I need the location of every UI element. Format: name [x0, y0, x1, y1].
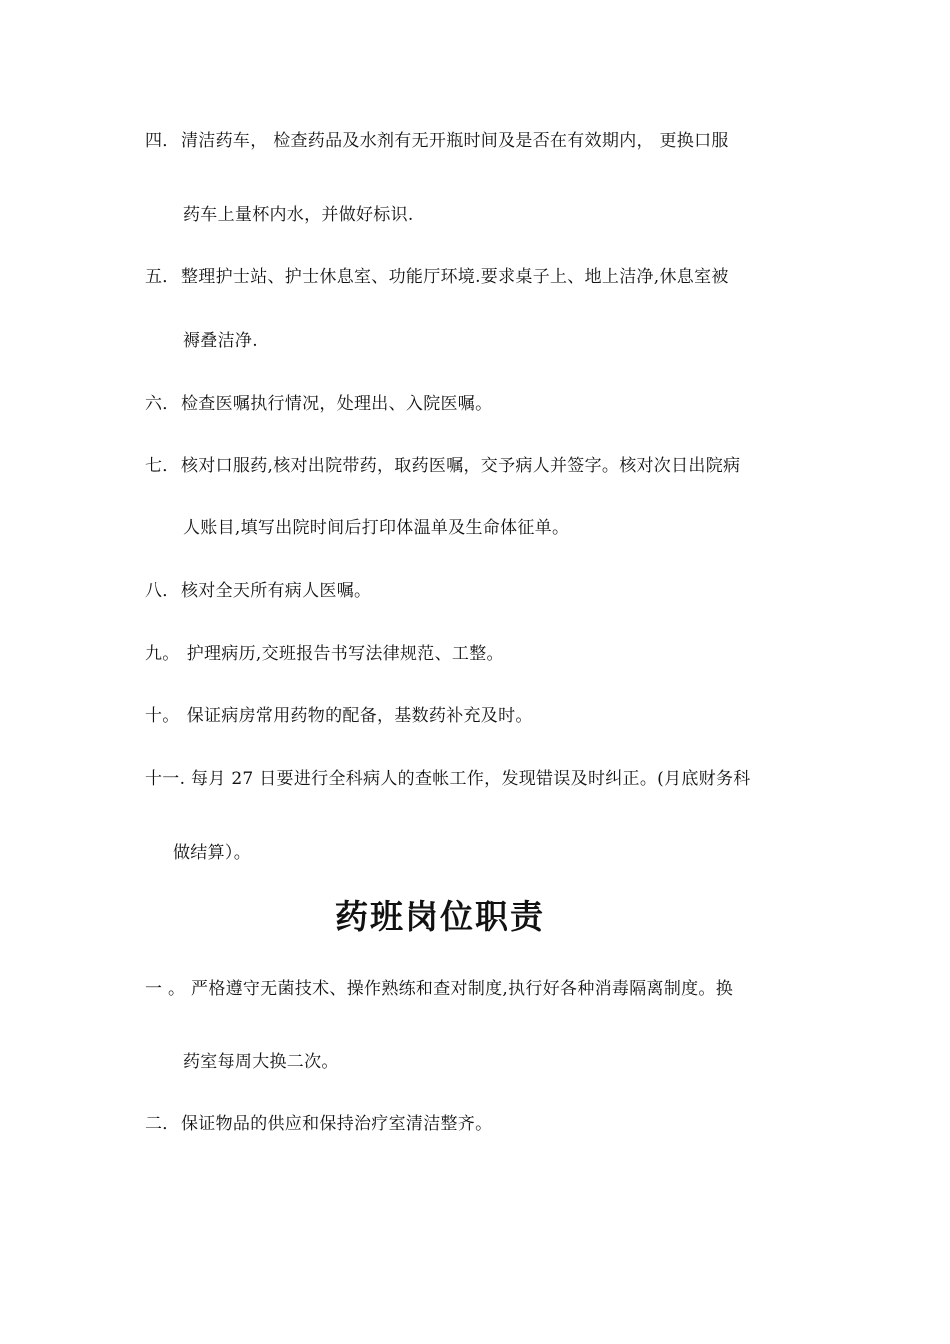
item-4-text: 清洁药车， 检查药品及水剂有无开瓶时间及是否在有效期内， 更换口服: [181, 131, 729, 151]
item-6-text: 检查医嘱执行情况，处理出、入院医嘱。: [181, 394, 493, 414]
item-10-number: 十。: [145, 706, 180, 726]
item-11-number: 十一.: [145, 769, 186, 789]
duty-2-number: 二．: [145, 1114, 180, 1134]
item-9-line-1: [145, 644, 504, 664]
duty-1-number: 一 。: [145, 979, 186, 999]
item-9-text: 护理病历,交班报告书写法律规范、工整。: [181, 644, 504, 664]
item-5-number: 五．: [145, 267, 180, 287]
item-4-line-1: [145, 131, 729, 151]
item-11-text: 每月 27 日要进行全科病人的查帐工作，发现错误及时纠正。(月底财务科: [185, 769, 751, 789]
item-5-line-2: 褥叠洁净.: [183, 331, 258, 351]
item-5-line-1: [145, 267, 729, 287]
item-7-number: 七．: [145, 456, 180, 476]
item-10-line-1: [145, 706, 533, 726]
item-10-text: 保证病房常用药物的配备，基数药补充及时。: [181, 706, 533, 726]
item-7-line-2: 人账目,填写出院时间后打印体温单及生命体征单。: [183, 518, 570, 538]
duty-2-text: 保证物品的供应和保持治疗室清洁整齐。: [181, 1114, 493, 1134]
item-9-number: 九。: [145, 644, 180, 664]
section-title: 药班岗位职责: [335, 897, 545, 936]
item-6-number: 六．: [145, 394, 180, 414]
item-11-line-2: 做结算）。: [173, 843, 251, 863]
item-4-line-2: 药车上量杯内水，并做好标识.: [183, 205, 414, 225]
duty-1-line-2: 药室每周大换二次。: [183, 1052, 339, 1072]
item-11-line-1: [145, 769, 751, 789]
item-8-number: 八．: [145, 581, 180, 601]
item-5-text: 整理护士站、护士休息室、功能厅环境.要求桌子上、地上洁净,休息室被: [181, 267, 729, 287]
item-6-line-1: [145, 394, 492, 414]
item-7-line-1: [145, 456, 740, 476]
duty-1-line-1: [145, 979, 733, 999]
item-8-line-1: [145, 581, 371, 601]
duty-1-text: 严格遵守无菌技术、操作熟练和查对制度,执行好各种消毒隔离制度。换: [185, 979, 734, 999]
duty-2-line-1: [145, 1114, 492, 1134]
item-7-text: 核对口服药,核对出院带药，取药医嘱，交予病人并签字。核对次日出院病: [181, 456, 741, 476]
item-4-number: 四．: [145, 131, 180, 151]
item-8-text: 核对全天所有病人医嘱。: [181, 581, 372, 601]
